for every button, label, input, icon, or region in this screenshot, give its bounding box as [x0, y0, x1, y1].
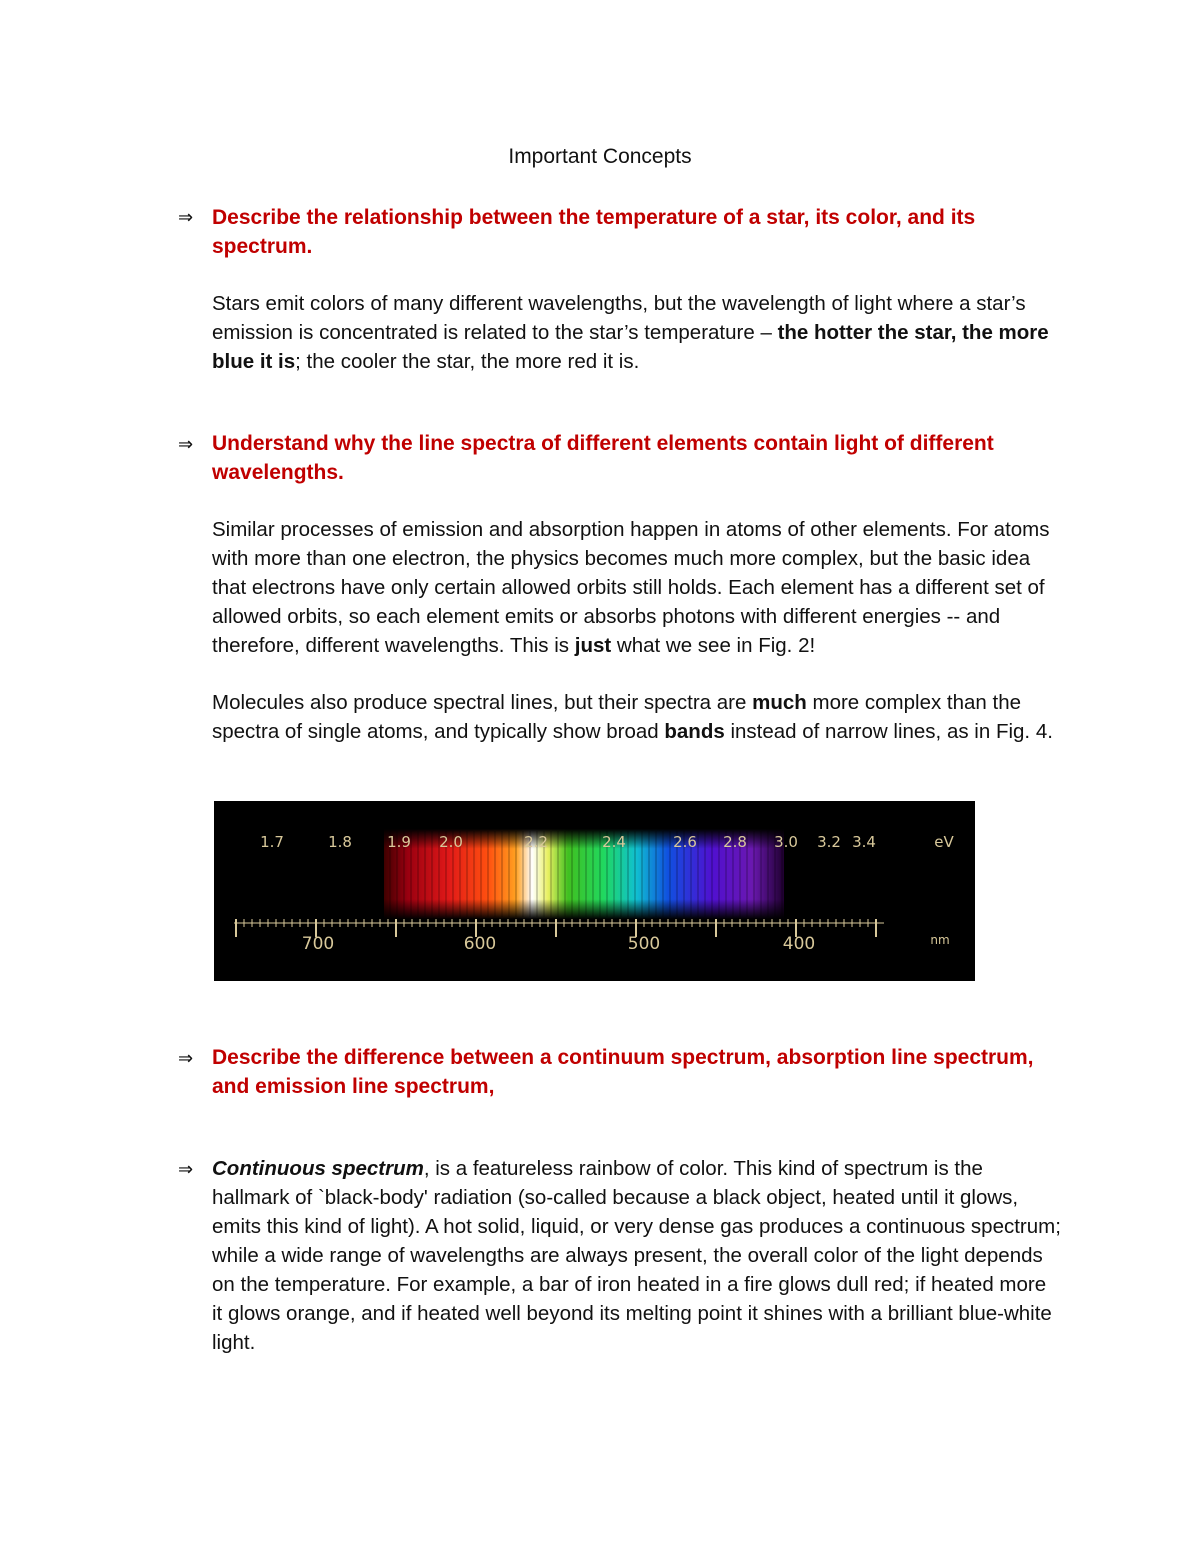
page-title: Important Concepts — [508, 145, 692, 168]
ev-tick-label: 2.0 — [439, 833, 463, 851]
term-continuous-spectrum: Continuous spectrum — [212, 1157, 424, 1180]
nm-tick-label: 500 — [627, 934, 661, 954]
section-1-paragraph — [212, 289, 1062, 376]
paragraph-text: Similar processes of emission and absorption happen in atoms of other elements. For atoms with more than one electron, the physics becomes much more complex, but the basic idea that electrons have only certain allowed orbits still holds. Each element has a different set of allowed orbits, so each element emits or absorbs photons with different energies -- and therefore, different wavelengths. This is — [212, 518, 1050, 657]
ev-tick-label: 3.4 — [852, 833, 876, 851]
emphasis-text: just — [574, 634, 612, 657]
section-heading-3: Describe the difference between a continuum spectrum, absorption line spectrum, and emission line spectrum, — [212, 1046, 1034, 1098]
nm-tick-label: 600 — [463, 934, 497, 954]
nm-unit-label: nm — [930, 933, 950, 947]
ev-tick-label: 2.4 — [602, 833, 626, 851]
arrow-icon: ⇒ — [178, 207, 194, 227]
ev-tick-label: 1.8 — [328, 833, 352, 851]
ev-tick-label: 2.6 — [673, 833, 697, 851]
paragraph-text: Stars emit colors of many different wavelengths, but the wavelength of light where a star’s emission is concentrated is related to the star’s temperature – — [212, 292, 1026, 344]
nm-tick-label: 700 — [301, 934, 335, 954]
section-heading-2: Understand why the line spectra of different elements contain light of different wavelengths. — [212, 432, 994, 484]
ev-tick-label: 3.0 — [774, 833, 798, 851]
paragraph-text: more complex than the spectra of single atoms, and typically show broad — [212, 691, 1022, 743]
ev-tick-label: 1.7 — [260, 833, 284, 851]
emphasis-text: much — [752, 691, 807, 714]
paragraph-text: ; the cooler the star, the more red it is. — [295, 350, 640, 373]
ev-tick-label: 1.9 — [387, 833, 411, 851]
spectrum-graphic — [214, 801, 975, 981]
emphasis-text: bands — [664, 720, 725, 743]
paragraph-text: instead of narrow lines, as in Fig. 4. — [724, 720, 1053, 743]
ev-tick-label: 2.8 — [723, 833, 747, 851]
paragraph-text: Molecules also produce spectral lines, but their spectra are — [212, 691, 753, 714]
nm-tick-label: 400 — [782, 934, 816, 954]
arrow-icon: ⇒ — [178, 1159, 194, 1179]
continuous-spectrum-body: , is a featureless rainbow of color. This kind of spectrum is the hallmark of `black-body' radiation (so-called because a black object, heated until it glows, emits this kind of light). A hot solid, liquid, or very dense gas produces a continuous spectrum; while a wide range of wavelengths are always present, the overall color of the light depends on the temperature. For example, a bar of iron heated in a fire glows dull red; if heated more it glows orange, and if heated well beyond its melting point it shines with a brilliant blue-white light. — [212, 1157, 1061, 1354]
arrow-icon: ⇒ — [178, 1048, 194, 1068]
emission-spectrum-image — [214, 801, 975, 981]
continuous-spectrum-paragraph — [212, 1154, 1062, 1357]
ev-tick-label: 3.2 — [817, 833, 841, 851]
section-2-paragraph-2 — [212, 688, 1062, 746]
section-heading-1: Describe the relationship between the temperature of a star, its color, and its spectrum. — [212, 206, 976, 258]
section-2-paragraph-1 — [212, 515, 1062, 660]
paragraph-text: what we see in Fig. 2! — [611, 634, 816, 657]
ev-tick-label: 2.2 — [524, 833, 548, 851]
arrow-icon: ⇒ — [178, 434, 194, 454]
ev-unit-label: eV — [934, 833, 954, 851]
emphasis-text: the hotter the star, the more blue it is — [212, 321, 1049, 373]
